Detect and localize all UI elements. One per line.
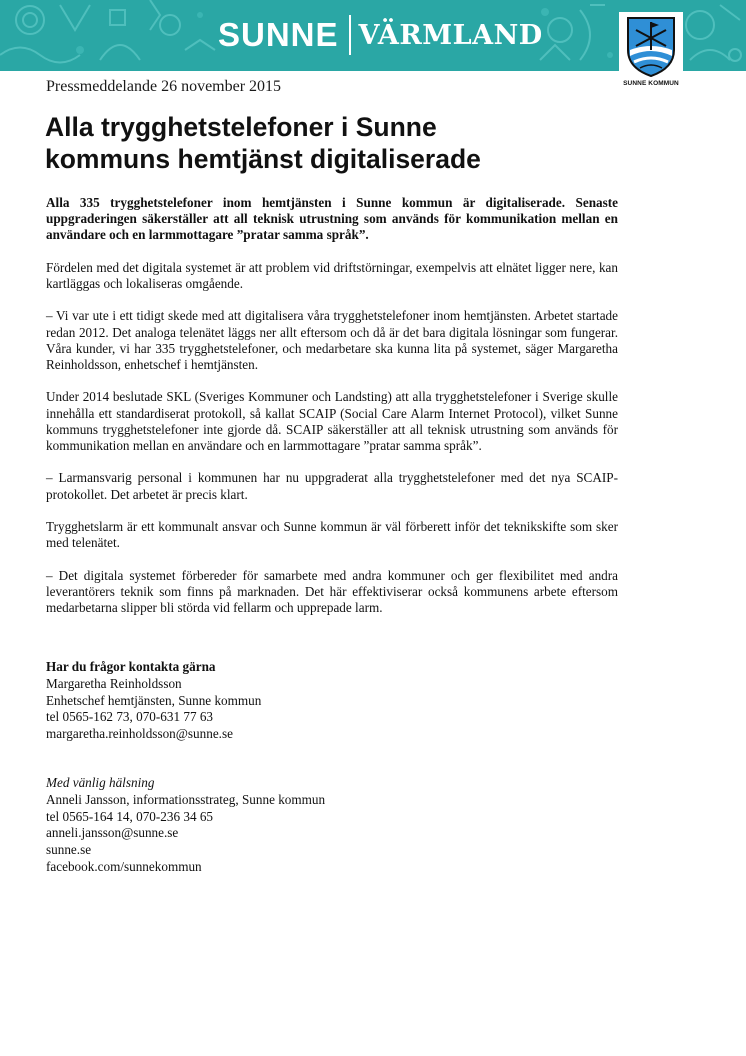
- signoff-website: sunne.se: [46, 842, 92, 858]
- body-paragraph: – Det digitala systemet förbereder för samarbete med andra kommuner och ger flexibilitet med andra leverantörers teknik som finns på marknaden. Det här effektiviserar också kommunens arbete eftersom medarbetarna slipper bli störda vid fellarm och upprepade larm.: [46, 567, 618, 615]
- signoff-phone: tel 0565-164 14, 070-236 34 65: [46, 808, 214, 824]
- signoff-facebook: facebook.com/sunnekommun: [46, 858, 202, 874]
- body-paragraph: Fördelen med det digitala systemet är att problem vid driftstörningar, exempelvis att elnätet ligger nere, kan kartläggas och lokaliseras omgående.: [46, 259, 618, 291]
- body-paragraph: – Vi var ute i ett tidigt skede med att digitalisera våra trygghetstelefoner inom hemtjänsten. Arbetet startade redan 2012. Det analoga telenätet läggs ner allt eftersom och då är det bara digitala lösningar som fungerar. Våra kunder, vi har 335 trygghetstelefoner, och medarbetare ska kunna lita på systemet, säger Margaretha Reinholdsson, enhetschef i hemtjänsten.: [46, 308, 618, 372]
- signoff-email: anneli.jansson@sunne.se: [46, 825, 179, 841]
- brand-divider: [349, 15, 351, 55]
- press-release-dateline: Pressmeddelande 26 november 2015: [46, 78, 282, 95]
- article-body: [46, 195, 618, 632]
- body-paragraph: – Larmansvarig personal i kommunen har nu uppgraderat alla trygghetstelefoner med det nya SCAIP-protokollet. Det arbetet är precis klart.: [46, 470, 618, 502]
- signoff-sender: Anneli Jansson, informationsstrateg, Sunne kommun: [46, 791, 326, 807]
- contact-block: [46, 659, 261, 743]
- municipality-logo: [619, 12, 683, 93]
- page-title: [45, 111, 645, 175]
- contact-name: Margaretha Reinholdsson: [46, 675, 182, 691]
- contact-email: margaretha.reinholdsson@sunne.se: [46, 726, 233, 742]
- signoff-block: [46, 775, 325, 876]
- brand-varmland: VÄRMLAND: [358, 19, 543, 51]
- brand-sunne: SUNNE: [218, 16, 339, 53]
- title-line-1: Alla trygghetstelefoner i Sunne: [45, 112, 437, 142]
- contact-role: Enhetschef hemtjänsten, Sunne kommun: [46, 692, 262, 708]
- logo-caption: SUNNE KOMMUN: [623, 80, 679, 87]
- body-paragraph: Under 2014 beslutade SKL (Sveriges Kommuner och Landsting) att alla trygghetstelefoner i Sverige skulle innehålla ett standardiserat protokoll, så kallat SCAIP (Social Care Alarm Internet Protocol), vilket Sunne kommuns trygghetstelefoner inte gjorde då. SCAIP säkerställer att all teknisk utrustning som används för kommunikation mellan en användare och en larmmottagare ”pratar samma språk”.: [46, 389, 618, 453]
- signoff-greeting: Med vänlig hälsning: [46, 775, 155, 790]
- lead-paragraph: Alla 335 trygghetstelefoner inom hemtjänsten i Sunne kommun är digitaliserade. Senaste uppgraderingen säkerställer att all teknisk utrustning som används för kommunikation mellan en användare och en larmmottagare ”pratar samma språk”.: [46, 195, 618, 243]
- contact-heading: Har du frågor kontakta gärna: [46, 659, 216, 674]
- coat-of-arms-icon: [626, 16, 676, 78]
- contact-phone: tel 0565-162 73, 070-631 77 63: [46, 709, 214, 725]
- title-line-2: kommuns hemtjänst digitaliserade: [45, 144, 481, 174]
- brand-wordmark: [218, 10, 543, 60]
- body-paragraph: Trygghetslarm är ett kommunalt ansvar och Sunne kommun är väl förberett inför det teknikskifte som sker med telenätet.: [46, 518, 618, 551]
